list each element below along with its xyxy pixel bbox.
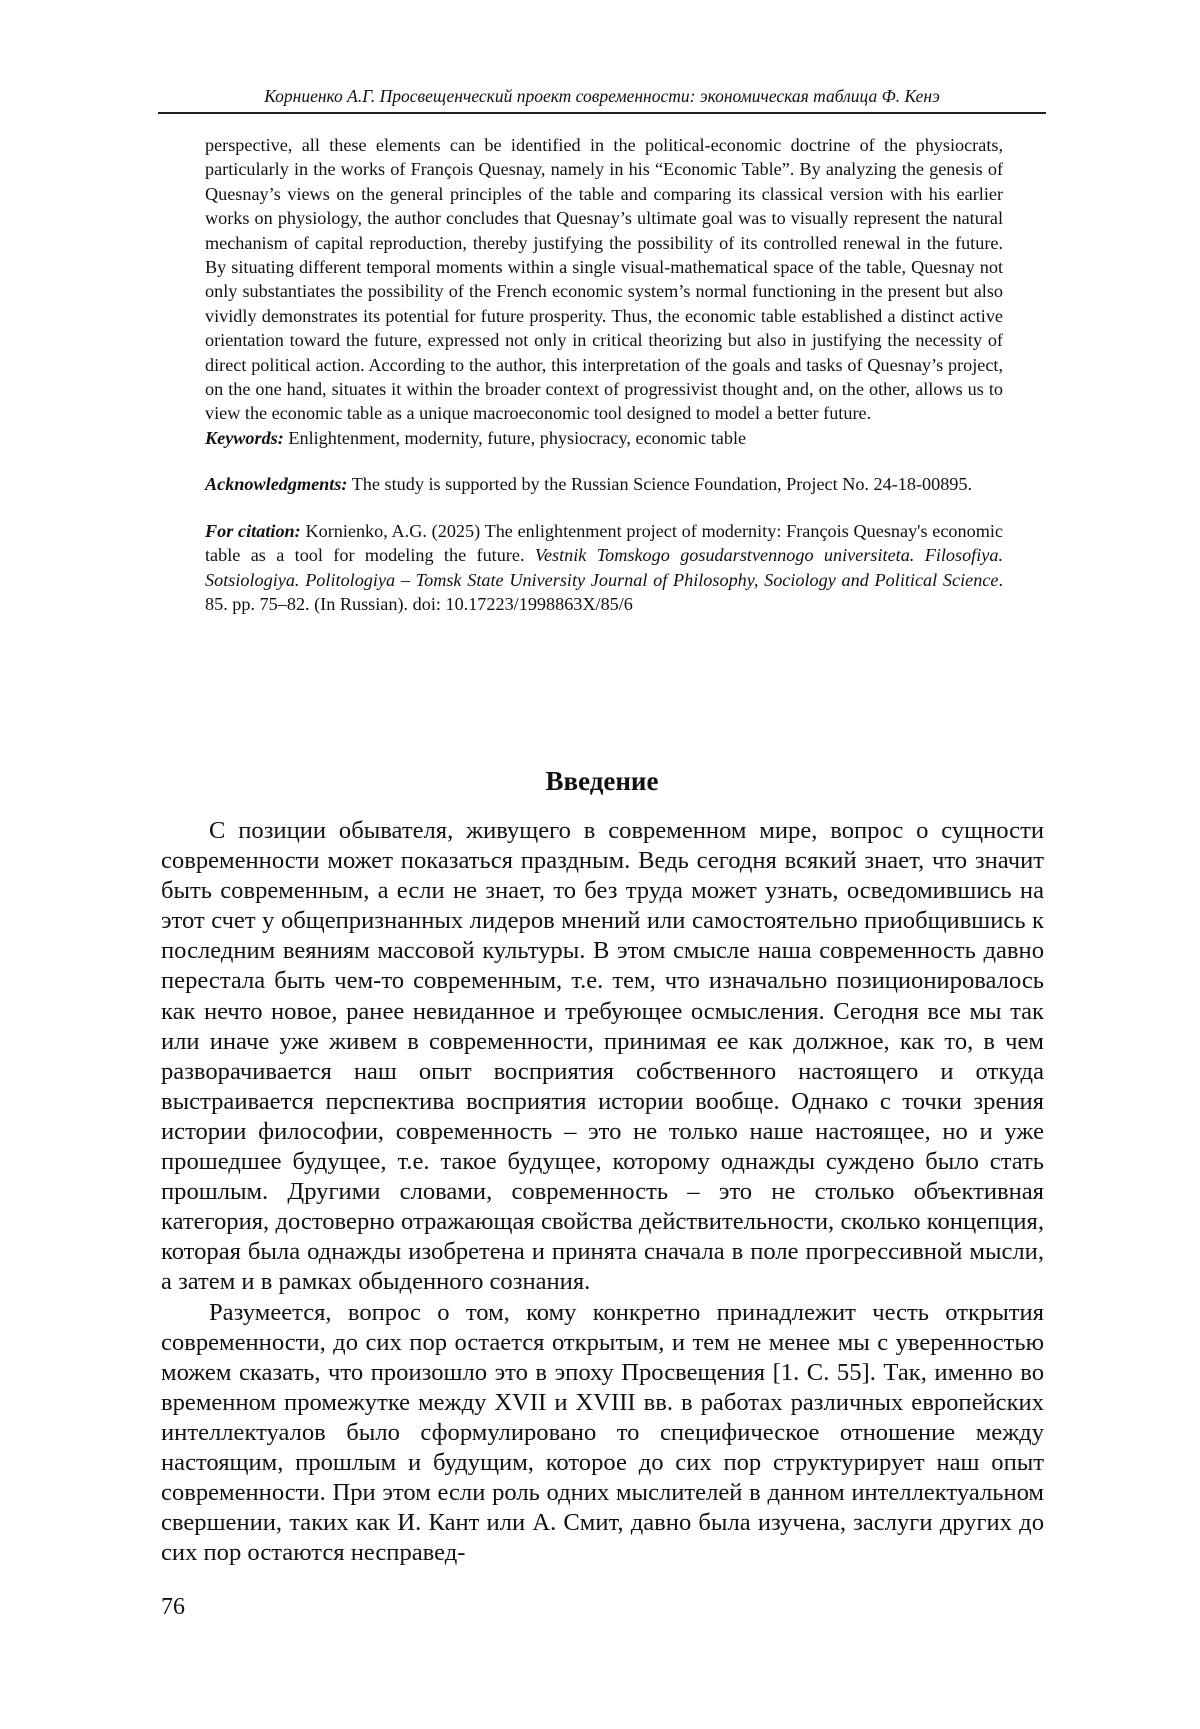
body-text [161,816,1044,1568]
running-title: Корниенко А.Г. Просвещенческий проект современности: экономическая таблица Ф. Кенэ [264,86,940,106]
citation-text-before: Kornienko, A.G. (2025) The enlightenment project of modernity: François Quesnay's economic table as a tool for modeling the future. [205,520,1003,566]
citation-label: For citation: [205,520,301,541]
acknowledgments-text: The study is supported by the Russian Science Foundation, Project No. 24-18-00895. [347,474,973,495]
body-paragraph: Разумеется, вопрос о том, кому конкретно принадлежит честь открытия современности, до сих пор остается открытым, и тем не менее мы с уверенностью можем сказать, что произошло это в эпоху Просвещения [1. С. 55]. Так, именно во временном промежутке между XVII и XVIII вв. в работах различных европейских интеллектуалов было сформулировано то специфическое отношение между настоящим, прошлым и будущим, которое до сих пор структурирует наш опыт современности. При этом если роль одних мыслителей в данном интеллектуальном свершении, таких как И. Кант или А. Смит, давно была изучена, заслуги других до сих пор остаются несправед- [161,1298,1044,1567]
section-title: Введение [545,766,659,796]
abstract-block [205,133,1003,616]
acknowledgments-label: Acknowledgments: [205,474,348,495]
keywords-text: Enlightenment, modernity, future, physiocracy, economic table [283,427,747,448]
citation-journal: Vestnik Tomskogo gosudarstvennogo universiteta. Filosofiya. Sotsiologiya. Politologiya – Tomsk State University Journal of Philosophy, Sociology and Political Science [205,545,1004,590]
citation-text-after: . 85. pp. 75–82. (In Russian). doi: 10.17223/1998863X/85/6 [205,569,1003,614]
abstract-text: perspective, all these elements can be identified in the political-economic doctrine of the physiocrats, particularly in the works of François Quesnay, namely in his “Economic Table”. By analyzing the genesis of Quesnay’s views on the general principles of the table and comparing its classical version with his earlier works on physiology, the author concludes that Quesnay’s ultimate goal was to visually represent the natural mechanism of capital reproduction, thereby justifying the possibility of its controlled renewal in the future. By situating different temporal moments within a single visual-mathematical space of the table, Quesnay not only substantiates the possibility of the French economic system’s normal functioning in the present but also vividly demonstrates its potential for future prosperity. Thus, the economic table established a distinct active orientation toward the future, expressed not only in critical theorizing but also in justifying the necessity of direct political action. According to the author, this interpretation of the goals and tasks of Quesnay’s project, on the one hand, situates it within the broader context of progressivist thought and, on the other, allows us to view the economic table as a unique macroeconomic tool designed to model a better future. [205,135,1003,424]
acknowledgments [205,472,1003,496]
body-paragraph: С позиции обывателя, живущего в современном мире, вопрос о сущности современности может показаться праздным. Ведь сегодня всякий знает, что значит быть современным, а если не знает, то без труда может узнать, осведомившись на этот счет у общепризнанных лидеров мнений или самостоятельно приобщившись к последним веяниям массовой культуры. В этом смысле наша современность давно перестала быть чем-то современным, т.е. тем, что изначально позиционировалось как нечто новое, ранее невиданное и требующее осмысления. Сегодня все мы так или иначе уже живем в современности, принимая ее как должное, как то, в чем разворачивается наш опыт восприятия собственного настоящего и откуда выстраивается перспектива восприятия истории вообще. Однако с точки зрения истории философии, современность – это не только наше настоящее, но и уже прошедшее будущее, т.е. такое будущее, которому однажды суждено было стать прошлым. Другими словами, современность – это не столько объективная категория, достоверно отражающая свойства действительности, сколько концепция, которая была однажды изобретена и принята сначала в поле прогрессивной мысли, а затем и в рамках обыденного сознания. [161,817,1044,1296]
citation [205,519,1003,617]
running-header [158,84,1046,114]
keywords [205,426,1003,450]
page-number: 76 [161,1594,185,1620]
keywords-label: Keywords: [205,427,284,448]
